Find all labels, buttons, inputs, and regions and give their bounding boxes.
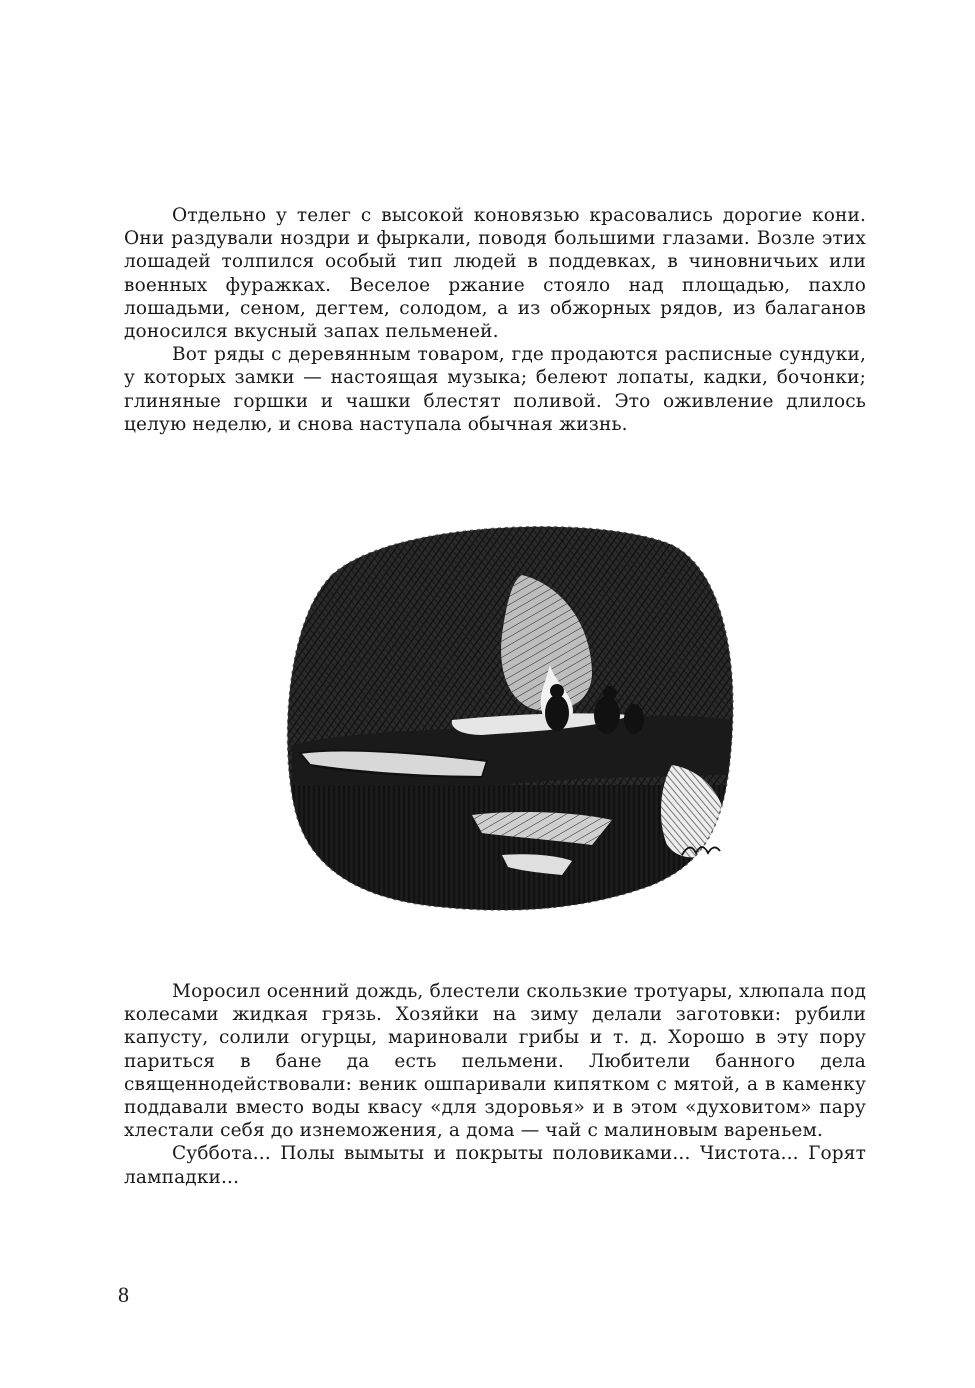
page-number: 8 (118, 1282, 129, 1307)
top-text-block (124, 204, 866, 436)
paragraph-saturday: Суббота... Полы вымыты и покрыты половиками... Чистота... Горят лампадки... (124, 1143, 866, 1188)
paragraph-wooden-goods: Вот ряды с деревянным товаром, где продаются расписные сундуки, у которых замки — настоящая музыка; белеют лопаты, кадки, бочонки; глиняные горшки и чашки блестят поливой. Это оживление длилось целую неделю, и снова наступала обычная жизнь. (124, 344, 866, 435)
bottom-text-block (124, 980, 866, 1189)
paragraph-horses: Отдельно у телег с высокой коновязью красовались дорогие кони. Они раздували ноздри и фыркали, поводя большими глазами. Возле этих лошадей толпился особый тип людей в поддевках, в чиновничьих или военных фуражках. Веселое ржание стояло над площадью, пахло лошадьми, сеном, дегтем, солодом, а из обжорных рядов, из балаганов доносился вкусный запах пельменей. (124, 205, 866, 343)
ink-illustration-boat-night (272, 515, 742, 935)
paragraph-autumn-rain: Моросил осенний дождь, блестели скользкие тротуары, хлюпала под колесами жидкая грязь. Хозяйки на зиму делали заготовки: рубили капусту, солили огурцы, мариновали грибы и т. д. Хорошо в эту пору париться в бане да есть пельмени. Любители банного дела священнодействовали: веник ошпаривали кипятком с мятой, а в каменку поддавали вместо воды квасу «для здоровья» и в этом «духовитом» пару хлестали себя до изнеможения, а дома — чай с малиновым вареньем. (124, 981, 866, 1142)
